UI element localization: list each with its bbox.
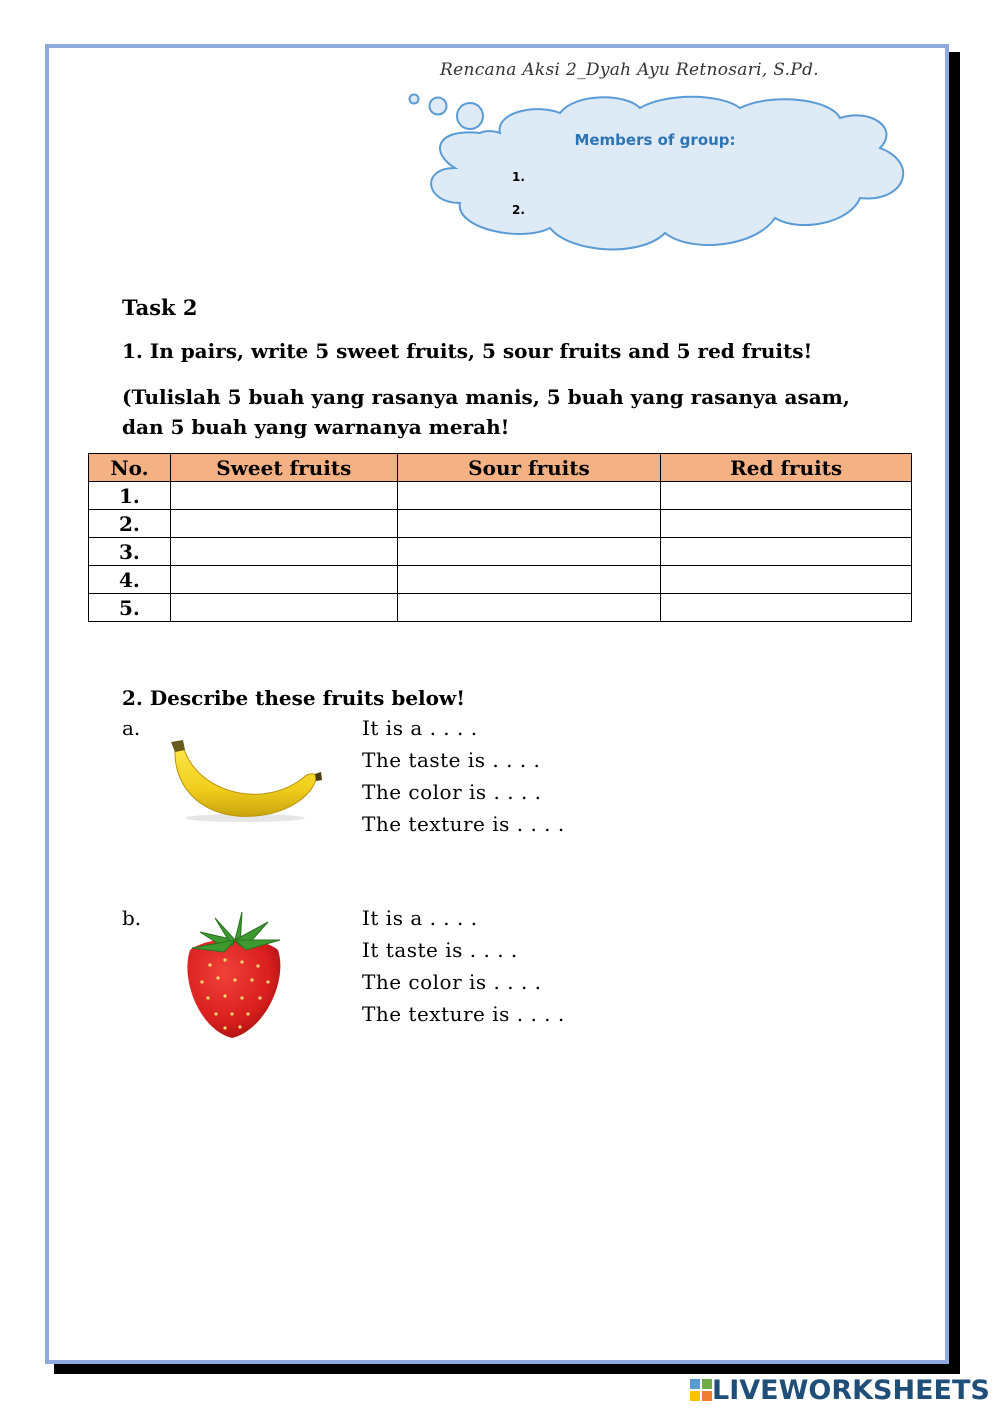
sweet-fruit-cell[interactable] xyxy=(170,594,397,622)
banana-image xyxy=(165,740,325,825)
liveworksheets-logo-text: LIVEWORKSHEETS xyxy=(712,1374,990,1406)
item-a-description xyxy=(362,712,565,840)
description-line: The texture is . . . . xyxy=(362,1002,565,1026)
red-fruit-cell[interactable] xyxy=(661,594,912,622)
description-line: It is a . . . . xyxy=(362,716,478,740)
description-line: It taste is . . . . xyxy=(362,938,518,962)
sweet-fruit-cell[interactable] xyxy=(170,538,397,566)
row-number: 3. xyxy=(89,538,171,566)
description-line: The color is . . . . xyxy=(362,780,542,804)
sour-fruit-cell[interactable] xyxy=(397,538,661,566)
header-sour-fruits: Sour fruits xyxy=(397,454,661,482)
header-red-fruits: Red fruits xyxy=(661,454,912,482)
sweet-fruit-cell[interactable] xyxy=(170,510,397,538)
sour-fruit-cell[interactable] xyxy=(397,510,661,538)
description-line: It is a . . . . xyxy=(362,906,478,930)
sour-fruit-cell[interactable] xyxy=(397,594,661,622)
group-member-2: 2. xyxy=(512,203,525,217)
question-1-translation: (Tulislah 5 buah yang rasanya manis, 5 buah yang rasanya asam, dan 5 buah yang warnanya merah! xyxy=(122,385,850,439)
table-row xyxy=(89,482,912,510)
table-row xyxy=(89,510,912,538)
group-members-title: Members of group: xyxy=(574,131,736,149)
red-fruit-cell[interactable] xyxy=(661,566,912,594)
item-b-letter: b. xyxy=(122,906,142,930)
row-number: 1. xyxy=(89,482,171,510)
table-row xyxy=(89,594,912,622)
thought-cloud xyxy=(400,88,920,263)
header-sweet-fruits: Sweet fruits xyxy=(170,454,397,482)
table-row xyxy=(89,566,912,594)
table-row xyxy=(89,538,912,566)
fruit-table xyxy=(88,453,912,622)
sweet-fruit-cell[interactable] xyxy=(170,566,397,594)
author-header: Rencana Aksi 2_Dyah Ayu Retnosari, S.Pd. xyxy=(440,60,819,80)
description-line: The texture is . . . . xyxy=(362,812,565,836)
liveworksheets-logo[interactable] xyxy=(690,1375,990,1405)
red-fruit-cell[interactable] xyxy=(661,482,912,510)
description-line: The taste is . . . . xyxy=(362,748,541,772)
sweet-fruit-cell[interactable] xyxy=(170,482,397,510)
item-a-letter: a. xyxy=(122,716,141,740)
task-title: Task 2 xyxy=(122,295,198,320)
description-line: The color is . . . . xyxy=(362,970,542,994)
liveworksheets-logo-icon xyxy=(690,1379,712,1401)
red-fruit-cell[interactable] xyxy=(661,538,912,566)
row-number: 5. xyxy=(89,594,171,622)
row-number: 2. xyxy=(89,510,171,538)
question-1: 1. In pairs, write 5 sweet fruits, 5 sour fruits and 5 red fruits! xyxy=(122,339,813,363)
question-2: 2. Describe these fruits below! xyxy=(122,686,465,710)
red-fruit-cell[interactable] xyxy=(661,510,912,538)
sour-fruit-cell[interactable] xyxy=(397,566,661,594)
group-member-1: 1. xyxy=(512,170,525,184)
table-header-row xyxy=(89,454,912,482)
header-no: No. xyxy=(89,454,171,482)
sour-fruit-cell[interactable] xyxy=(397,482,661,510)
item-b-description xyxy=(362,902,565,1030)
row-number: 4. xyxy=(89,566,171,594)
strawberry-image xyxy=(180,910,290,1045)
